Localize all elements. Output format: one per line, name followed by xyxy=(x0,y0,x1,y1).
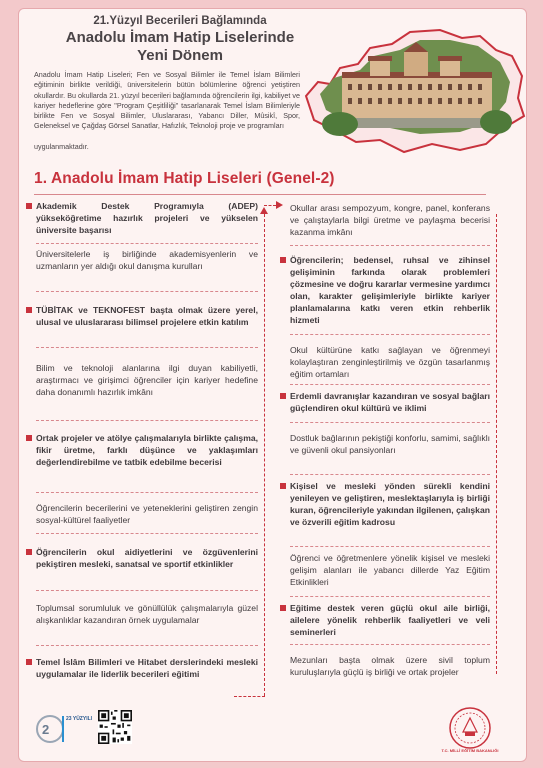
right-item-1 xyxy=(290,202,490,238)
left-item-text: Üniversitelerle iş birliğinde akademisyenlerin ve uzmanların yer aldığı okul danışma kurulları xyxy=(36,249,258,271)
left-item-text: TÜBİTAK ve TEKNOFEST başta olmak üzere yerel, ulusal ve uluslararası bilimsel projelere etkin katılım xyxy=(36,305,258,327)
bullet-marker xyxy=(26,659,32,665)
divider xyxy=(36,590,258,591)
left-item-6 xyxy=(36,502,258,526)
right-item-text: Okul kültürüne katkı sağlayan ve öğrenmeyi kolaylaştıran zenginleştirilmiş ve özgün tasarlanmış eğitim ortamları xyxy=(290,345,490,379)
school-building-photo xyxy=(300,12,528,162)
arrow-up-icon xyxy=(260,207,268,214)
header-title-line2: Yeni Dönem xyxy=(137,47,223,64)
left-item-5 xyxy=(36,432,258,468)
right-item-8 xyxy=(290,602,490,638)
divider xyxy=(36,645,258,646)
right-item-text: Öğrenci ve öğretmenlere yönelik kişisel ve mesleki gelişim alanları ile yabancı dillerde Yaz Eğitim Etkinlikleri xyxy=(290,553,490,587)
right-item-2 xyxy=(290,254,490,326)
left-item-9 xyxy=(36,656,258,680)
connector-line-top xyxy=(264,205,276,206)
bullet-marker xyxy=(280,483,286,489)
bullet-marker xyxy=(26,203,32,209)
connector-line xyxy=(264,214,265,696)
right-item-6 xyxy=(290,480,490,528)
bullet-marker xyxy=(26,307,32,313)
divider xyxy=(290,245,490,246)
right-item-7 xyxy=(290,552,490,588)
intro-paragraph: Anadolu İmam Hatip Liseleri; Fen ve Sosyal Bilimler ile Temel İslam Bilimleri eğitiminin birlikte verildiği, üniversitelerin bütün bölümlerine öğrenci yetiştiren okullardır. Bu okullarda 21. yüzyıl becerileri bağlamında öğrencilerin ilgi, kabiliyet ve kariyer hedeflerine göre "Program Çeşitliliği" tasarlanarak Temel İslam Bilimleriyle birlikte Fen ve Sosyal Bilimler, Uluslararası, Yabancı Diller, Mûsikî, Spor, Geleneksel ve Çağdaş Görsel Sanatlar, Hafızlık, Teknoloji proje ve programları xyxy=(34,70,300,131)
qr-code[interactable] xyxy=(98,710,132,744)
divider xyxy=(290,596,490,597)
divider xyxy=(290,384,490,385)
divider xyxy=(290,546,490,547)
bullet-marker xyxy=(26,549,32,555)
section-divider xyxy=(34,194,486,195)
divider xyxy=(290,422,490,423)
left-item-7 xyxy=(36,546,258,570)
header xyxy=(30,14,330,65)
bullet-marker xyxy=(280,257,286,263)
left-item-8 xyxy=(36,602,258,626)
left-item-3 xyxy=(36,304,258,328)
bullet-marker xyxy=(26,435,32,441)
right-item-5 xyxy=(290,432,490,456)
svg-text:2: 2 xyxy=(42,722,50,737)
left-item-2 xyxy=(36,248,258,272)
right-item-9 xyxy=(290,654,490,678)
left-item-text: Ortak projeler ve atölye çalışmalarıyla birlikte çalışma, fikir üretme, farklı düşünce ve yaklaşımları değerlendirebilme ve tatbik edebilme becerisi xyxy=(36,433,258,467)
right-item-4 xyxy=(290,390,490,414)
right-item-text: Erdemli davranışlar kazandıran ve sosyal bağları güçlendiren okul kültürü ve iklimi xyxy=(290,391,490,413)
intro-paragraph-end: uygulanmaktadır. xyxy=(34,142,89,151)
right-item-text: Okullar arası sempozyum, kongre, panel, konferans ve çalıştaylarla bilgi üretme ve paylaşma becerisi kazanma imkânı xyxy=(290,203,490,237)
header-title-line1: Anadolu İmam Hatip Liselerinde xyxy=(65,29,295,46)
section-title: 1. Anadolu İmam Hatip Liseleri (Genel-2) xyxy=(34,170,335,187)
header-subtitle: 21.Yüzyıl Becerileri Bağlamında xyxy=(93,15,267,27)
left-item-1 xyxy=(36,200,258,236)
arrow-right-icon xyxy=(276,201,283,209)
bullet-marker xyxy=(280,393,286,399)
right-item-text: Kişisel ve mesleki yönden sürekli kendini yenileyen ve geliştiren, meslektaşlarıyla iş birliği kuran, öğrencileriyle yakından ilgilenen, çalışkan ve özverili eğitim kadrosu xyxy=(290,481,490,527)
left-item-4 xyxy=(36,362,258,398)
divider xyxy=(36,291,258,292)
right-item-text: Öğrencilerin; bedensel, ruhsal ve zihinsel gelişiminin farkında olarak problemleri çözmesine ve doğru kararlar vermesine yardımcı olan, karakter gelişimleriyle birlikte kariyer planlamalarına katkı veren etkin rehberlik hizmeti xyxy=(290,255,490,325)
left-item-text: Öğrencilerin okul aidiyetlerini ve özgüvenlerini pekiştiren mesleki, sanatsal ve sportif etkinlikler xyxy=(36,547,258,569)
divider xyxy=(290,644,490,645)
left-item-text: Bilim ve teknoloji alanlarına ilgi duyan kabiliyetli, araştırmacı ve girişimci öğrenciler için kariyer hedefine daha donanımlı hazırlık imkânı xyxy=(36,363,258,397)
century-skills-logo-text: 23 YÜZYILI xyxy=(66,716,93,722)
divider xyxy=(36,492,258,493)
right-item-3 xyxy=(290,344,490,380)
divider xyxy=(36,243,258,244)
divider xyxy=(290,474,490,475)
right-item-text: Mezunları başta olmak üzere sivil toplum kuruluşlarıyla güçlü iş birliği ve ortak projeler xyxy=(290,655,490,677)
right-item-text: Dostluk bağlarının pekiştiği konforlu, samimi, sağlıklı ve güvenli okul pansiyonları xyxy=(290,433,490,455)
divider xyxy=(290,334,490,335)
left-item-text: Öğrencilerin becerilerini ve yeteneklerini geliştiren zengin sosyal-kültürel faaliyetler xyxy=(36,503,258,525)
left-item-text: Toplumsal sorumluluk ve gönüllülük çalışmalarıyla güzel alışkanlıklar kazandıran örnek uygulamalar xyxy=(36,603,258,625)
connector-line-bottom xyxy=(234,696,265,697)
left-item-text: Temel İslâm Bilimleri ve Hitabet derslerindeki mesleki uygulamalar ile liderlik becerileri eğitimi xyxy=(36,657,258,679)
connector-line-right xyxy=(496,214,497,674)
left-item-text: Akademik Destek Programıyla (ADEP) yükseköğretime hazırlık projeleri ve yükselen üniversite başarısı xyxy=(36,201,258,235)
right-item-text: Eğitime destek veren güçlü okul aile birliği, ailelere yönelik rehberlik faaliyetleri ve veli seminerleri xyxy=(290,603,490,637)
divider xyxy=(36,420,258,421)
ministry-name: T.C. MİLLÎ EĞİTİM BAKANLIĞI xyxy=(441,748,499,753)
bullet-marker xyxy=(280,605,286,611)
divider xyxy=(36,533,258,534)
divider xyxy=(36,347,258,348)
